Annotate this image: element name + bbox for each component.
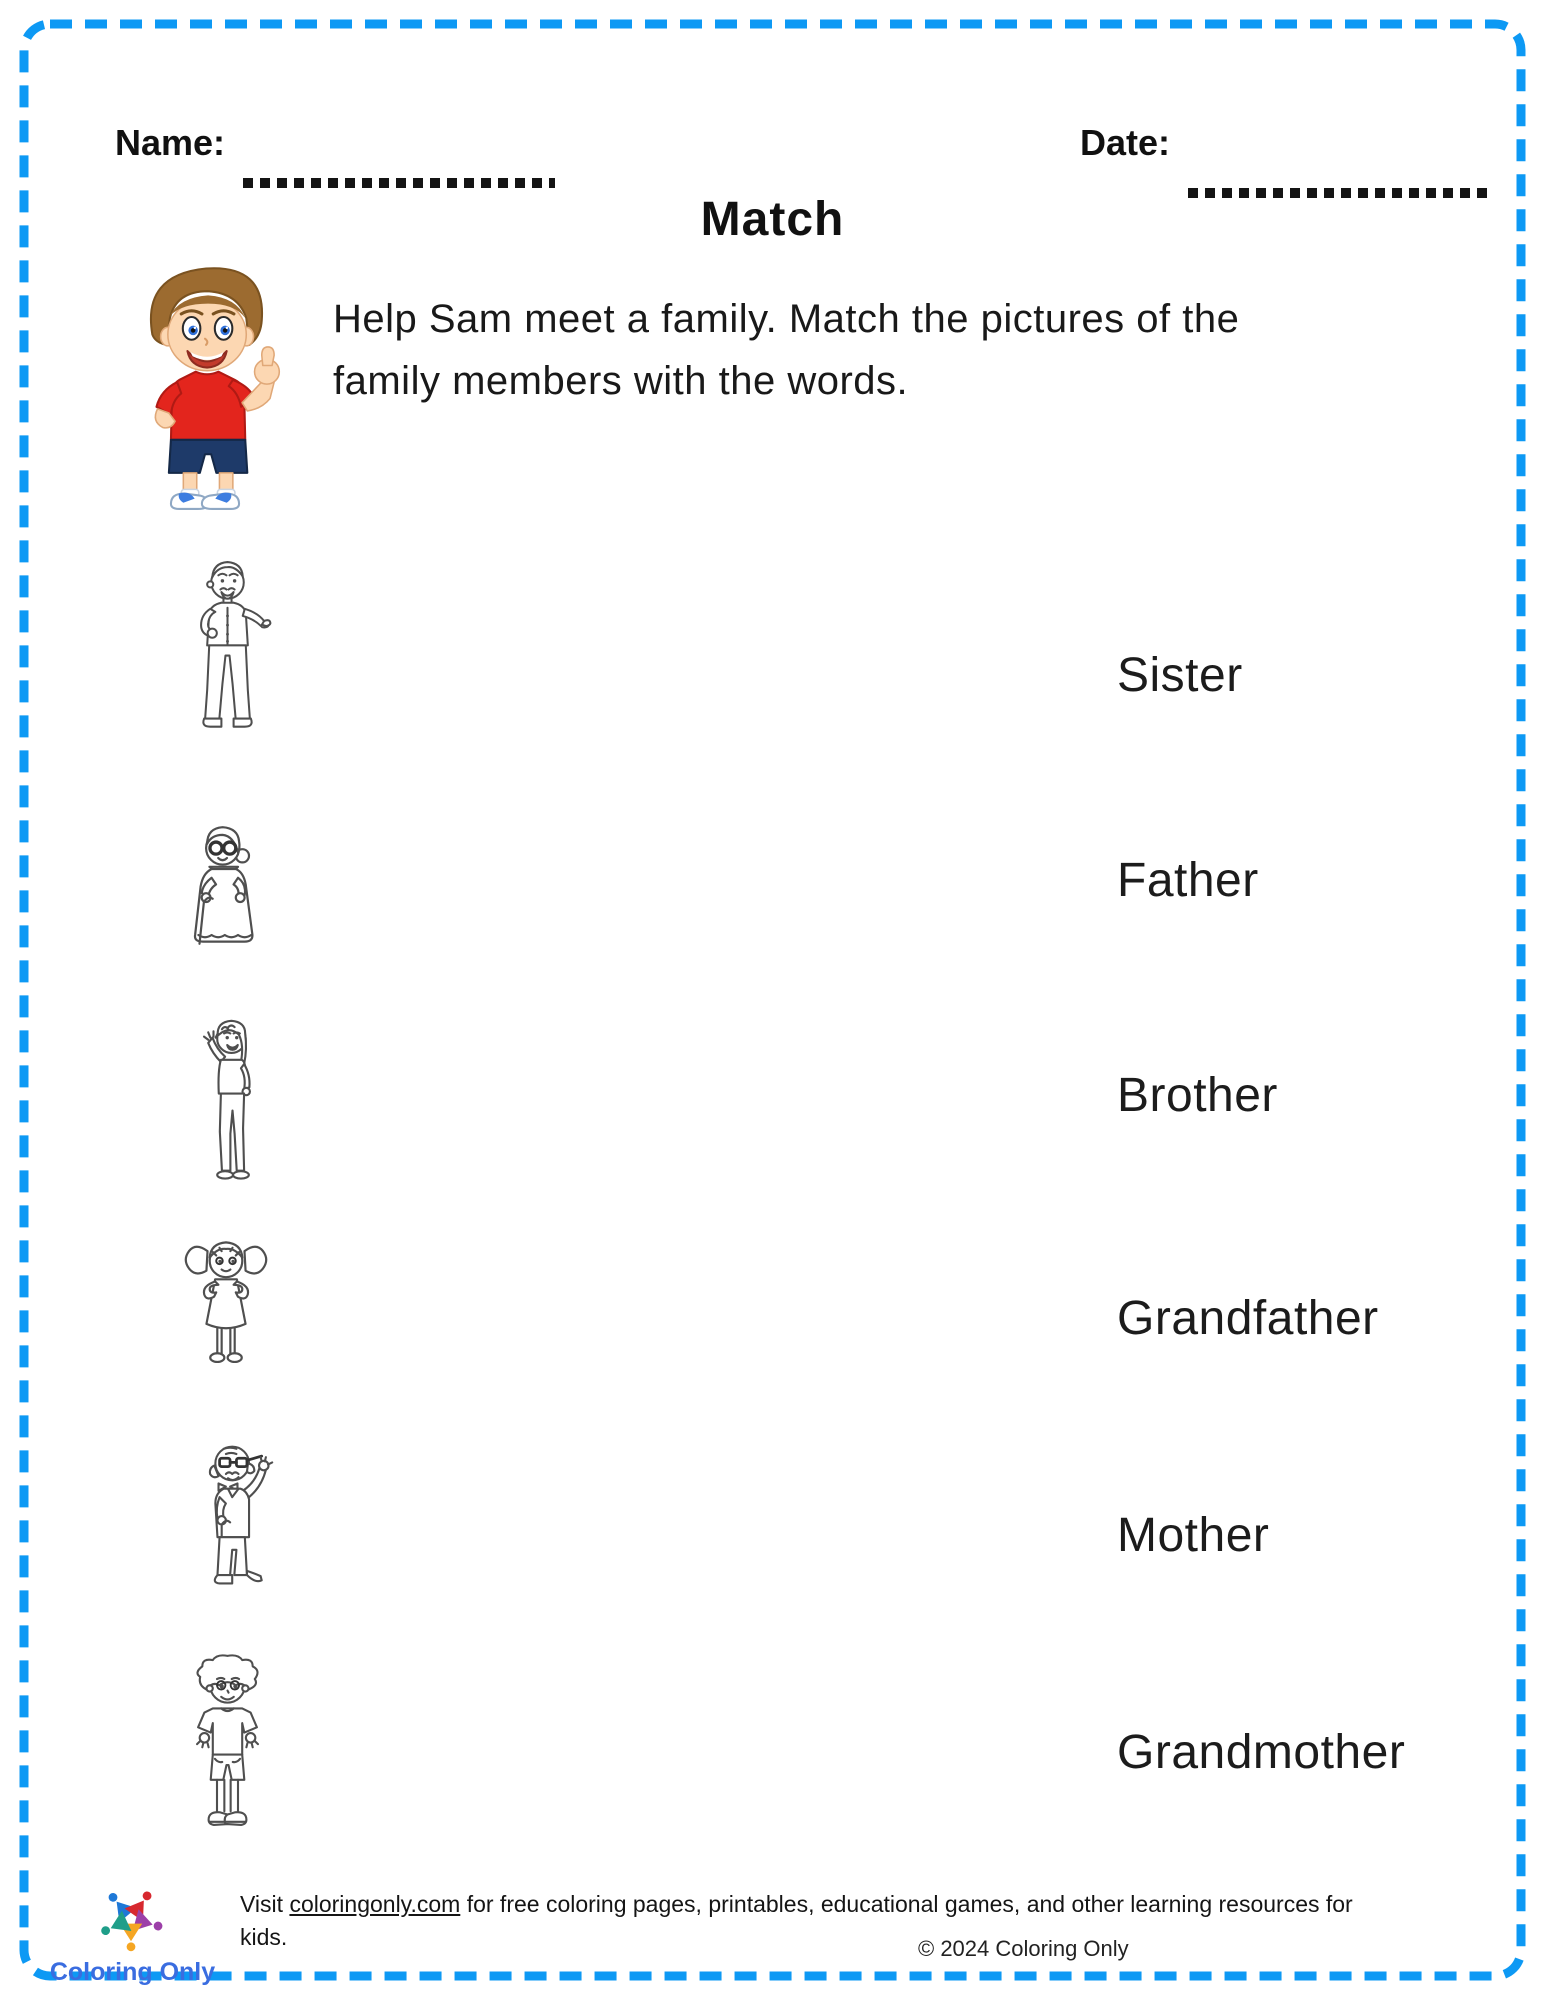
brother-line-art-icon: [175, 1646, 280, 1838]
picture-sister[interactable]: [176, 1230, 276, 1375]
date-label: Date:: [1080, 122, 1171, 163]
picture-grandmother[interactable]: [172, 808, 282, 968]
instructions-text: [333, 288, 1239, 412]
instructions-line-1: Help Sam meet a family. Match the pictures of the: [333, 297, 1240, 341]
father-line-art-icon: [175, 558, 280, 746]
grandmother-line-art-icon: [172, 808, 282, 963]
page-title: Match: [700, 193, 845, 246]
footer-note-prefix: Visit: [240, 1891, 290, 1917]
word-father[interactable]: Father: [1117, 854, 1259, 907]
sam-thumbs-up-boy-icon: [115, 252, 295, 510]
picture-brother[interactable]: [175, 1646, 280, 1843]
word-grandmother[interactable]: Grandmother: [1117, 1726, 1406, 1779]
word-grandfather[interactable]: Grandfather: [1117, 1292, 1379, 1345]
coloring-only-star-logo: [72, 1882, 190, 1962]
logo-wordmark: Coloring Only: [49, 1958, 216, 1986]
picture-grandfather[interactable]: [188, 1428, 288, 1605]
coloringonly-link[interactable]: coloringonly.com: [289, 1891, 461, 1917]
copyright-text: © 2024 Coloring Only: [918, 1936, 1129, 1961]
word-sister[interactable]: Sister: [1117, 649, 1243, 702]
instructions-line-2: family members with the words.: [333, 359, 909, 403]
sister-line-art-icon: [176, 1230, 276, 1370]
grandfather-line-art-icon: [188, 1428, 288, 1600]
footer-note-line2: kids.: [240, 1924, 288, 1951]
footer-note: [240, 1888, 1420, 1955]
name-label: Name:: [115, 122, 226, 163]
word-mother[interactable]: Mother: [1117, 1509, 1270, 1562]
picture-mother[interactable]: [185, 1012, 280, 1195]
footer-note-suffix: for free coloring pages, printables, educational games, and other learning resources for: [460, 1891, 1353, 1917]
word-brother[interactable]: Brother: [1117, 1069, 1278, 1122]
name-fill-line[interactable]: [243, 178, 555, 188]
mother-line-art-icon: [185, 1012, 280, 1190]
picture-father[interactable]: [175, 558, 280, 751]
